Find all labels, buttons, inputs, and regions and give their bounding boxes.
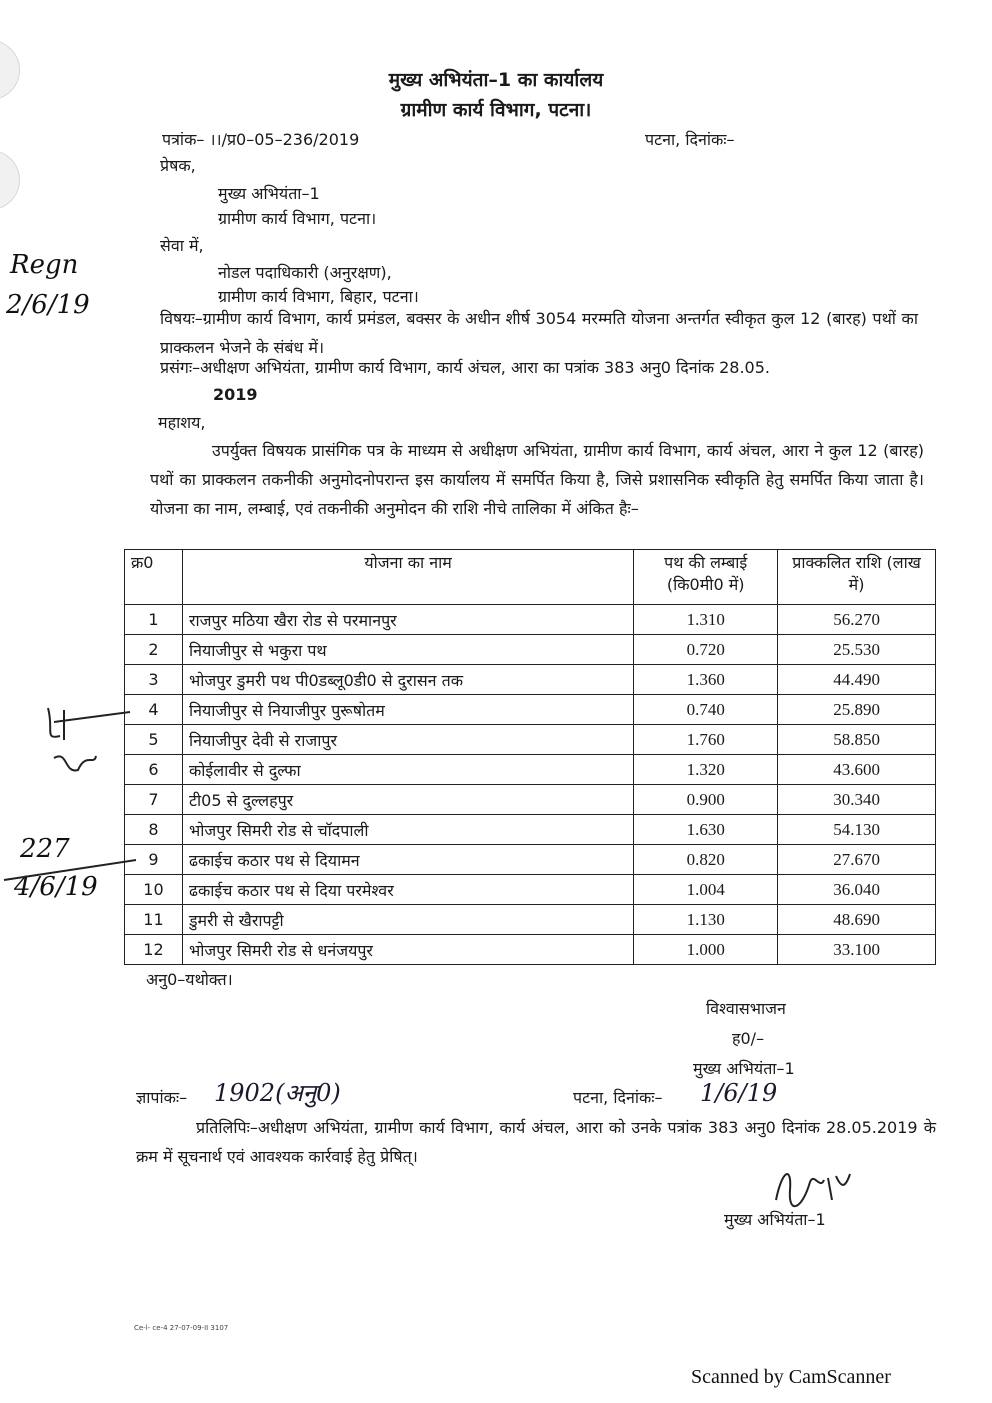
cell-length: 0.900 bbox=[634, 785, 778, 815]
cell-name: नियाजीपुर से भकुरा पथ bbox=[182, 635, 633, 665]
closing-regards: विश्वासभाजन bbox=[706, 999, 786, 1018]
table-row bbox=[125, 875, 936, 905]
cell-sn: 7 bbox=[125, 785, 183, 815]
cell-name: राजपुर मठिया खैरा रोड से परमानपुर bbox=[182, 605, 633, 635]
margin-note-number: 227 bbox=[20, 834, 70, 864]
office-title: मुख्य अभियंता–1 का कार्यालय bbox=[388, 69, 604, 91]
cell-sn: 10 bbox=[125, 875, 183, 905]
table-row bbox=[125, 785, 936, 815]
header-name: योजना का नाम bbox=[182, 550, 633, 605]
cell-amount: 56.270 bbox=[778, 605, 936, 635]
margin-note-number-date: 4/6/19 bbox=[14, 872, 98, 902]
cell-amount: 33.100 bbox=[778, 935, 936, 965]
cell-name: डुमरी से खैरापट्टी bbox=[182, 905, 633, 935]
cell-amount: 44.490 bbox=[778, 665, 936, 695]
cell-length: 0.740 bbox=[634, 695, 778, 725]
punch-hole bbox=[0, 150, 20, 210]
subject bbox=[160, 304, 918, 362]
cell-amount: 30.340 bbox=[778, 785, 936, 815]
table-row bbox=[125, 695, 936, 725]
body-paragraph: उपर्युक्त विषयक प्रासंगिक पत्र के माध्यम से अधीक्षण अभियंता, ग्रामीण कार्य विभाग, कार्य अंचल, आरा ने कुल 12 (बारह) पथों का प्राक्कलन तकनीकी अनुमोदनोपरान्त इस कार्यालय में समर्पित किया है, जिसे प्रशासनिक स्वीकृति हेतु समर्पित किया जाता है। योजना का नाम, लम्बाई, एवं तकनीकी अनुमोदन की राशि नीचे तालिका में अंकित हैः– bbox=[150, 441, 924, 518]
salutation: महाशय, bbox=[158, 413, 206, 432]
reference-continuation: 2019 bbox=[213, 385, 258, 404]
enclosure: अनु0–यथोक्त। bbox=[146, 970, 233, 989]
cell-amount: 36.040 bbox=[778, 875, 936, 905]
letter-date-label: पटना, दिनांकः– bbox=[645, 130, 735, 149]
cell-length: 1.130 bbox=[634, 905, 778, 935]
schemes-table bbox=[124, 549, 936, 965]
cell-name: नियाजीपुर देवी से राजापुर bbox=[182, 725, 633, 755]
table-row bbox=[125, 665, 936, 695]
table-row bbox=[125, 905, 936, 935]
sender-line-1: मुख्य अभियंता–1 bbox=[218, 184, 320, 203]
recipient-line-2: ग्रामीण कार्य विभाग, बिहार, पटना। bbox=[218, 287, 419, 306]
cell-name: ढकाईच कठार पथ से दिया परमेश्वर bbox=[182, 875, 633, 905]
table-row bbox=[125, 635, 936, 665]
sender-label: प्रेषक, bbox=[160, 156, 196, 175]
cell-name: नियाजीपुर से नियाजीपुर पुरूषोतम bbox=[182, 695, 633, 725]
subject-text: विषयः–ग्रामीण कार्य विभाग, कार्य प्रमंडल, बक्सर के अधीन शीर्ष 3054 मरम्मति योजना अन्तर्गत स्वीकृत कुल 12 (बारह) पथों का प्राक्कलन भेजने के संबंध में। bbox=[160, 309, 918, 357]
cell-amount: 54.130 bbox=[778, 815, 936, 845]
copy-to-paragraph: प्रतिलिपिः–अधीक्षण अभियंता, ग्रामीण कार्य विभाग, कार्य अंचल, आरा को उनके पत्रांक 383 अनु0 दिनांक 28.05.2019 के क्रम में सूचनार्थ एवं आवश्यक कार्रवाई हेतु प्रेषित्। bbox=[136, 1118, 936, 1166]
cell-sn: 2 bbox=[125, 635, 183, 665]
cell-amount: 25.530 bbox=[778, 635, 936, 665]
margin-note-received-date: 2/6/19 bbox=[6, 290, 90, 320]
cell-sn: 4 bbox=[125, 695, 183, 725]
cell-amount: 25.890 bbox=[778, 695, 936, 725]
cell-name: भोजपुर सिमरी रोड से चॉदपाली bbox=[182, 815, 633, 845]
cell-length: 1.360 bbox=[634, 665, 778, 695]
table-row bbox=[125, 755, 936, 785]
sender-line-2: ग्रामीण कार्य विभाग, पटना। bbox=[218, 209, 377, 228]
recipient-line-1: नोडल पदाधिकारी (अनुरक्षण), bbox=[218, 263, 392, 282]
cell-amount: 48.690 bbox=[778, 905, 936, 935]
cell-amount: 43.600 bbox=[778, 755, 936, 785]
cell-length: 0.720 bbox=[634, 635, 778, 665]
header-amount: प्राक्कलित राशि (लाख में) bbox=[778, 550, 936, 605]
header-length: पथ की लम्बाई (कि0मी0 में) bbox=[634, 550, 778, 605]
cell-sn: 5 bbox=[125, 725, 183, 755]
table-row bbox=[125, 845, 936, 875]
cell-amount: 27.670 bbox=[778, 845, 936, 875]
memo-date-handwritten: 1/6/19 bbox=[700, 1079, 778, 1107]
table-row bbox=[125, 725, 936, 755]
department-title: ग्रामीण कार्य विभाग, पटना। bbox=[400, 99, 592, 121]
cell-sn: 9 bbox=[125, 845, 183, 875]
signoff-designation: मुख्य अभियंता–1 bbox=[724, 1210, 826, 1229]
cell-sn: 6 bbox=[125, 755, 183, 785]
closing-signed: ह0/– bbox=[732, 1029, 765, 1048]
header-sn: क्र0 bbox=[125, 550, 183, 605]
letter-number: पत्रांक– ।।/प्र0–05–236/2019 bbox=[162, 130, 360, 149]
memo-date-label: पटना, दिनांकः– bbox=[573, 1088, 663, 1107]
cell-length: 0.820 bbox=[634, 845, 778, 875]
table-row bbox=[125, 605, 936, 635]
cell-sn: 12 bbox=[125, 935, 183, 965]
memo-number-handwritten: 1902(अनु0) bbox=[214, 1079, 341, 1107]
cell-length: 1.000 bbox=[634, 935, 778, 965]
cell-sn: 1 bbox=[125, 605, 183, 635]
memo-number-label: ज्ञापांकः– bbox=[136, 1088, 188, 1107]
reference-line: प्रसंगः–अधीक्षण अभियंता, ग्रामीण कार्य विभाग, कार्य अंचल, आरा का पत्रांक 383 अनु0 दिनांक 28.05. bbox=[160, 358, 770, 377]
cell-sn: 3 bbox=[125, 665, 183, 695]
cell-length: 1.004 bbox=[634, 875, 778, 905]
recipient-label: सेवा में, bbox=[160, 236, 204, 255]
cell-length: 1.760 bbox=[634, 725, 778, 755]
table-row bbox=[125, 935, 936, 965]
cell-name: कोईलावीर से दुल्फा bbox=[182, 755, 633, 785]
margin-note-underline bbox=[0, 850, 140, 890]
cell-sn: 11 bbox=[125, 905, 183, 935]
cell-sn: 8 bbox=[125, 815, 183, 845]
table-header-row bbox=[125, 550, 936, 605]
cell-amount: 58.850 bbox=[778, 725, 936, 755]
cell-name: भोजपुर सिमरी रोड से धनंजयपुर bbox=[182, 935, 633, 965]
closing-designation: मुख्य अभियंता–1 bbox=[693, 1059, 795, 1078]
cell-name: टी05 से दुल्लहपुर bbox=[182, 785, 633, 815]
scanner-watermark: Scanned by CamScanner bbox=[691, 1366, 891, 1388]
cell-name: भोजपुर डुमरी पथ पी0डब्लू0डी0 से दुरासन तक bbox=[182, 665, 633, 695]
cell-name: ढकाईच कठार पथ से दियामन bbox=[182, 845, 633, 875]
footer-code: Ce-l- ce-4 27-07-09-II 3107 bbox=[134, 1324, 229, 1332]
cell-length: 1.630 bbox=[634, 815, 778, 845]
cell-length: 1.320 bbox=[634, 755, 778, 785]
margin-note-received: Regn bbox=[10, 250, 79, 280]
cell-length: 1.310 bbox=[634, 605, 778, 635]
margin-initials-scribble bbox=[34, 700, 144, 790]
table-row bbox=[125, 815, 936, 845]
